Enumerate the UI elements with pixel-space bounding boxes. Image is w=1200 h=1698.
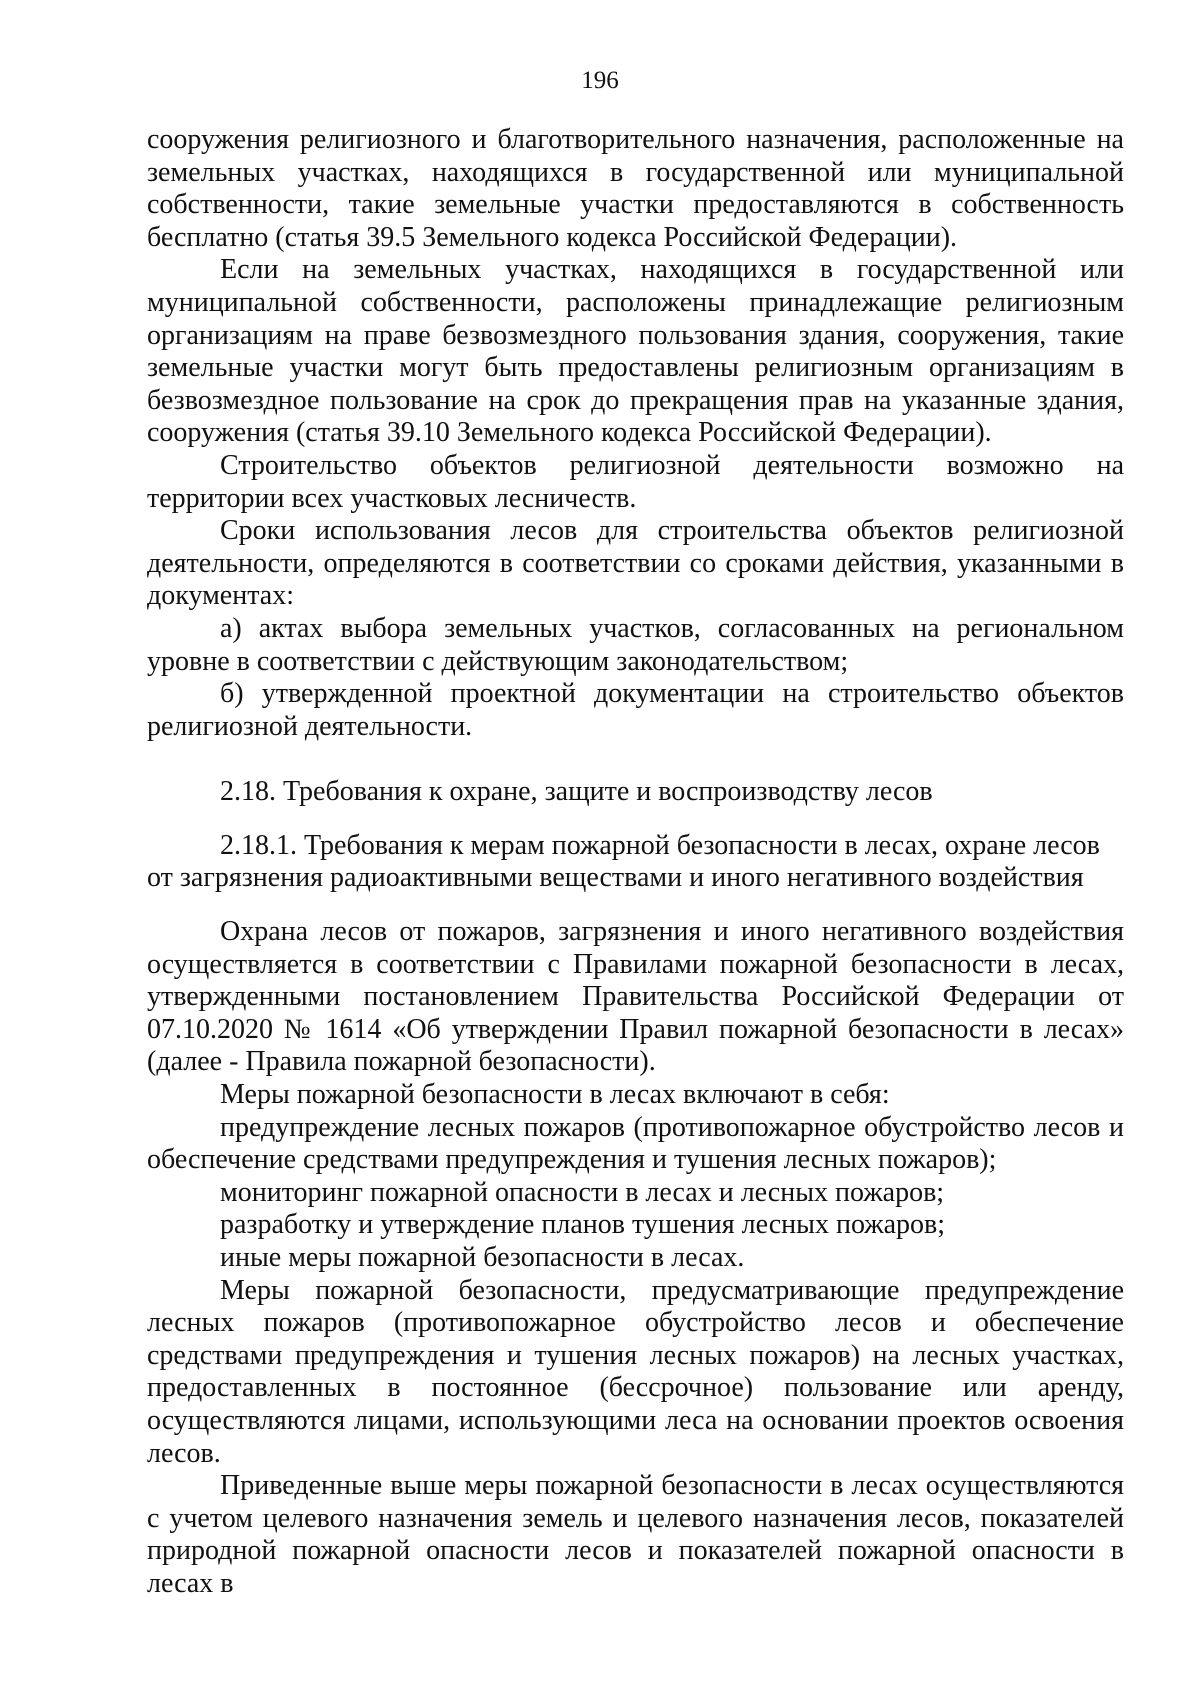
paragraph: Охрана лесов от пожаров, загрязнения и иного негативного воздействия осуществляется в соответствии с Правилами пожарной безопасности в лесах, утвержденными постановлением Правительства Российской Федерации от 07.10.2020 № 1614 «Об утверждении Правил пожарной безопасности в лесах» (далее - Правила пожарной безопасности). [147, 916, 1124, 1078]
paragraph: Если на земельных участках, находящихся в государственной или муниципальной собственности, расположены принадлежащие религиозным организациям на праве безвозмездного пользования здания, сооружения, такие земельные участки могут быть предоставлены религиозным организациям в безвозмездное пользование на срок до прекращения прав на указанные здания, сооружения (статья 39.10 Земельного кодекса Российской Федерации). [147, 254, 1124, 449]
paragraph: б) утвержденной проектной документации на строительство объектов религиозной деятельности. [147, 678, 1124, 742]
paragraph: Строительство объектов религиозной деятельности возможно на территории всех участковых лесничеств. [147, 449, 1124, 514]
list-item: разработку и утверждение планов тушения лесных пожаров; [220, 1209, 946, 1241]
list-item: иные меры пожарной безопасности в лесах. [220, 1242, 745, 1273]
paragraph: сооружения религиозного и благотворительного назначения, расположенные на земельных участках, находящихся в государственной или муниципальной собственности, такие земельные участки предоставляются в собственность бесплатно (статья 39.5 Земельного кодекса Российской Федерации). [147, 124, 1124, 253]
document-body [147, 124, 1124, 1601]
list-item: мониторинг пожарной опасности в лесах и лесных пожаров; [220, 1176, 945, 1208]
paragraph: Меры пожарной безопасности в лесах включают в себя: [220, 1079, 890, 1111]
paragraph: а) актах выбора земельных участков, согласованных на региональном уровне в соответствии с действующим законодательством; [147, 612, 1124, 677]
paragraph: Меры пожарной безопасности, предусматривающие предупреждение лесных пожаров (противопожарное обустройство лесов и обеспечение средствами предупреждения и тушения лесных пожаров) на лесных участках, предоставленных в постоянное (бессрочное) пользование или аренду, осуществляются лицами, использующими леса на основании проектов освоения лесов. [147, 1274, 1124, 1469]
list-item: предупреждение лесных пожаров (противопожарное обустройство лесов и обеспечение средствами предупреждения и тушения лесных пожаров); [147, 1111, 1124, 1176]
page-number: 196 [581, 67, 619, 94]
paragraph: Приведенные выше меры пожарной безопасности в лесах осуществляются с учетом целевого назначения земель и целевого назначения лесов, показателей природной пожарной опасности лесов и показателей пожарной опасности в лесах в [147, 1470, 1124, 1599]
section-heading: 2.18. Требования к охране, защите и воспроизводству лесов [220, 776, 933, 808]
paragraph: Сроки использования лесов для строительства объектов религиозной деятельности, определяются в соответствии со сроками действия, указанными в документах: [147, 515, 1124, 612]
subsection-heading: 2.18.1. Требования к мерам пожарной безопасности в лесах, охране лесов от загрязнения радиоактивными веществами и иного негативного воздействия [147, 829, 1100, 894]
